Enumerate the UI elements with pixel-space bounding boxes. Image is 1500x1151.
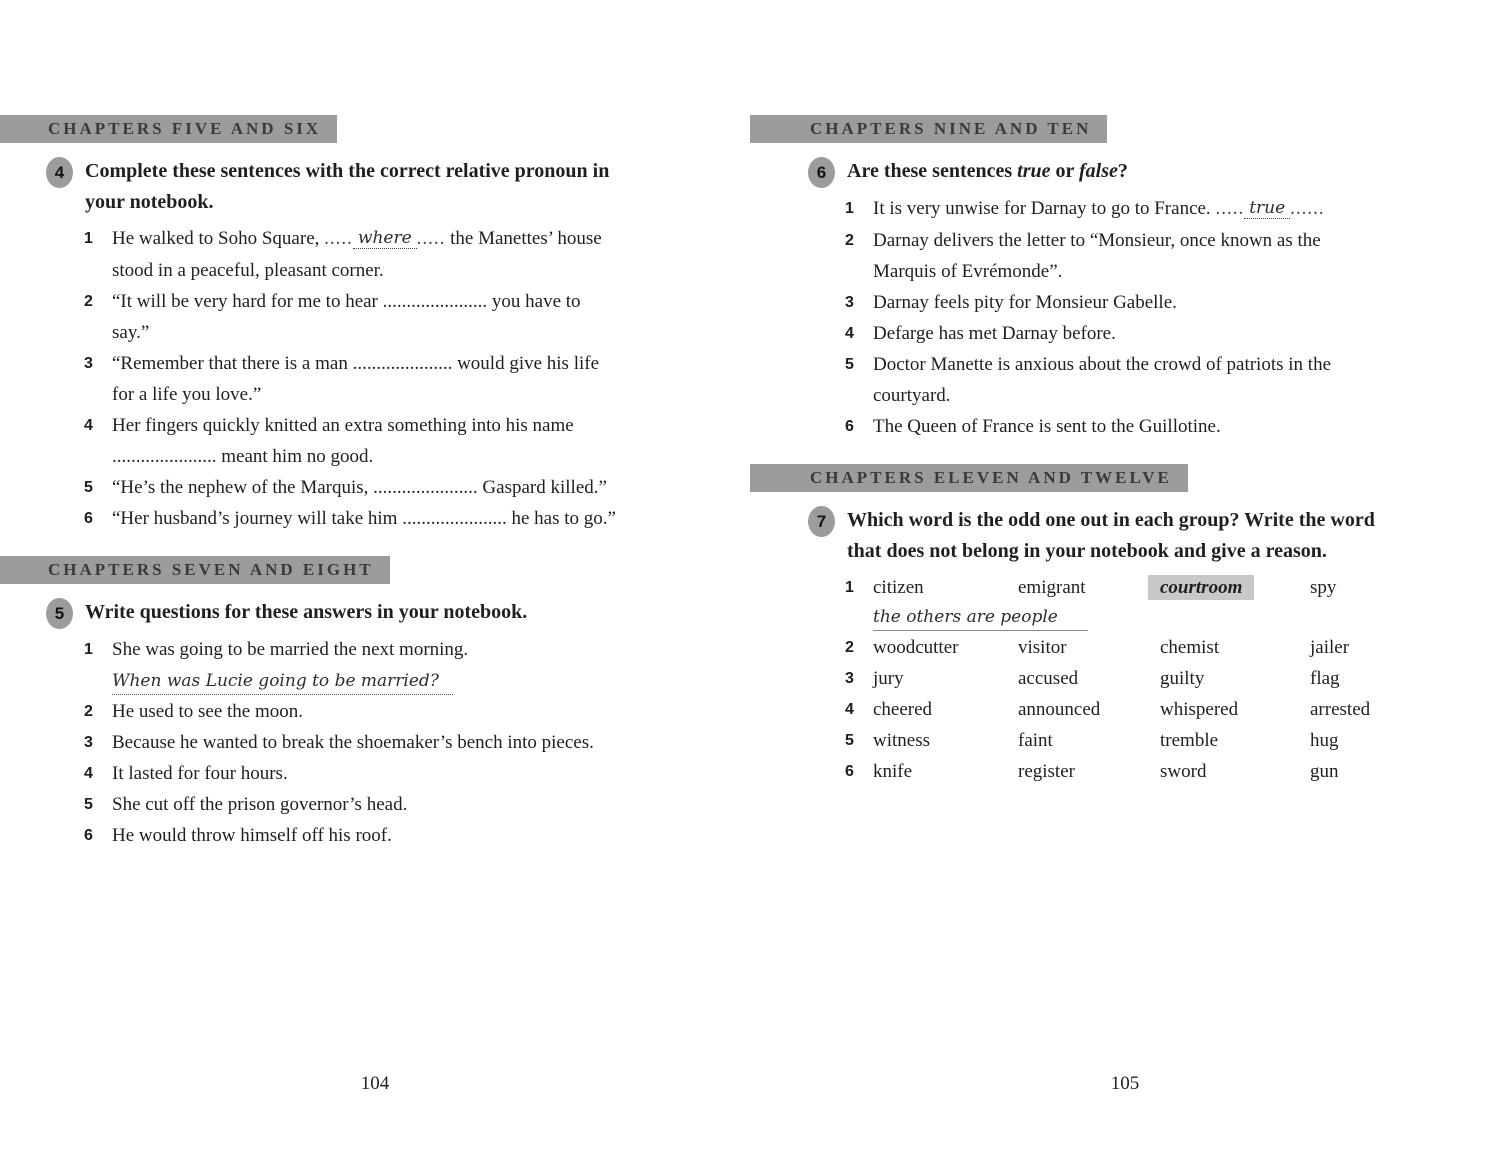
word: guilty (1160, 668, 1205, 689)
word: witness (873, 730, 930, 751)
word-row (845, 725, 1378, 756)
section-header-row (750, 464, 1500, 492)
item-text: Darnay feels pity for Monsieur Gabelle. (873, 292, 1177, 313)
highlighted-word: courtroom (1148, 575, 1254, 600)
list-item (845, 287, 1378, 318)
section-header-row (0, 115, 750, 143)
word: cheered (873, 699, 933, 720)
word-row (845, 663, 1378, 694)
exercise-instruction: Write questions for these answers in your notebook. (85, 601, 528, 623)
handwritten-answer-row (873, 603, 1378, 632)
item-number: 3 (845, 294, 854, 311)
exercise-number-badge: 6 (808, 157, 835, 188)
list-item (84, 696, 620, 727)
item-text: He used to see the moon. (112, 701, 304, 722)
list-item (84, 472, 620, 503)
item-number: 4 (84, 417, 93, 434)
item-number: 5 (845, 356, 854, 373)
exercise-header (0, 597, 750, 629)
item-number: 4 (845, 701, 854, 718)
item-number: 3 (84, 355, 93, 372)
list-item (84, 758, 620, 789)
section-header-row (750, 115, 1500, 143)
item-sentence: She was going to be married the next morning. (112, 639, 469, 660)
word: chemist (1160, 637, 1220, 658)
word-row (845, 572, 1378, 603)
word: spy (1310, 577, 1337, 598)
item-text: It lasted for four hours. (112, 763, 288, 784)
word: hug (1310, 730, 1339, 751)
exercise-header (0, 156, 750, 218)
exercise-header (750, 505, 1500, 567)
word-row (845, 694, 1378, 725)
item-text: Her fingers quickly knitted an extra something into his name ...................... meant him no good. (112, 415, 574, 467)
list-item (84, 820, 620, 851)
word: flag (1310, 668, 1340, 689)
list-item (84, 223, 620, 286)
list-item (845, 193, 1378, 225)
exercise-number-badge: 7 (808, 506, 835, 537)
item-text: He walked to Soho Square, ..... where ..... the Manettes’ house stood in a peaceful, pleasant corner. (112, 228, 602, 281)
item-text: The Queen of France is sent to the Guillotine. (873, 416, 1221, 437)
item-text: “Her husband’s journey will take him ...................... he has to go.” (112, 508, 616, 529)
list-item (845, 411, 1378, 442)
exercise-header (750, 156, 1500, 188)
item-number: 4 (845, 325, 854, 342)
item-number: 2 (84, 293, 93, 310)
item-number: 4 (84, 765, 93, 782)
section-header: CHAPTERS NINE AND TEN (750, 115, 1107, 143)
item-number: 6 (845, 418, 854, 435)
item-text: She cut off the prison governor’s head. (112, 794, 408, 815)
handwritten-answer: When was Lucie going to be married? (112, 668, 453, 695)
item-number: 3 (845, 670, 854, 687)
item-number: 1 (84, 230, 93, 247)
word-grid (750, 572, 1378, 787)
item-text: He would throw himself off his roof. (112, 825, 392, 846)
section-chapters-seven-eight (0, 556, 750, 851)
word: register (1018, 761, 1075, 782)
item-text (112, 634, 468, 696)
word: citizen (873, 577, 924, 598)
item-number: 5 (845, 732, 854, 749)
word: whispered (1160, 699, 1239, 720)
exercise-instruction: Which word is the odd one out in each group? Write the word that does not belong in your notebook and give a reason. (847, 509, 1375, 562)
list-item (845, 349, 1378, 411)
section-header: CHAPTERS SEVEN AND EIGHT (0, 556, 390, 584)
list-item (84, 727, 620, 758)
list-item (845, 225, 1378, 287)
word: jury (873, 668, 904, 689)
item-number: 2 (845, 639, 854, 656)
section-header: CHAPTERS ELEVEN AND TWELVE (750, 464, 1188, 492)
item-number: 6 (845, 763, 854, 780)
exercise-items (750, 193, 1378, 442)
word: arrested (1310, 699, 1371, 720)
list-item (84, 348, 620, 410)
item-text: “He’s the nephew of the Marquis, ...................... Gaspard killed.” (112, 477, 607, 498)
word (1160, 572, 1310, 603)
word: sword (1160, 761, 1207, 782)
section-header: CHAPTERS FIVE AND SIX (0, 115, 337, 143)
exercise-items (0, 634, 620, 851)
word: announced (1018, 699, 1101, 720)
item-number: 6 (84, 510, 93, 527)
page-number: 105 (1110, 1073, 1140, 1094)
exercise-instruction: Complete these sentences with the correct relative pronoun in your notebook. (85, 160, 610, 213)
exercise-number-badge: 5 (46, 598, 73, 629)
section-chapters-five-six (0, 115, 750, 534)
item-text: Defarge has met Darnay before. (873, 323, 1116, 344)
item-number: 3 (84, 734, 93, 751)
item-number: 1 (845, 579, 854, 596)
item-text: Because he wanted to break the shoemaker’s bench into pieces. (112, 732, 594, 753)
list-item (84, 286, 620, 348)
section-chapters-nine-ten (750, 115, 1500, 442)
item-number: 2 (84, 703, 93, 720)
item-number: 5 (84, 796, 93, 813)
word: tremble (1160, 730, 1219, 751)
list-item (84, 410, 620, 472)
item-text: “It will be very hard for me to hear ...................... you have to say.” (112, 291, 581, 343)
word: knife (873, 761, 913, 782)
item-text: “Remember that there is a man ..................... would give his life for a life you love.” (112, 353, 600, 405)
list-item (845, 318, 1378, 349)
exercise-instruction: Are these sentences true or false? (847, 160, 1128, 182)
word: gun (1310, 761, 1339, 782)
page-right (750, 0, 1500, 1151)
item-number: 1 (84, 641, 93, 658)
word: faint (1018, 730, 1053, 751)
list-item (84, 503, 620, 534)
page-number: 104 (360, 1073, 390, 1094)
exercise-number-badge: 4 (46, 157, 73, 188)
handwritten-answer-row (112, 665, 468, 696)
list-item (84, 789, 620, 820)
word: emigrant (1018, 577, 1086, 598)
item-text: It is very unwise for Darnay to go to France. ..... true ...... (873, 198, 1325, 219)
section-header-row (0, 556, 750, 584)
exercise-items (0, 223, 620, 534)
item-number: 5 (84, 479, 93, 496)
item-text: Doctor Manette is anxious about the crowd of patriots in the courtyard. (873, 354, 1332, 406)
word-row (845, 632, 1378, 663)
section-chapters-eleven-twelve (750, 464, 1500, 787)
word: visitor (1018, 637, 1067, 658)
item-number: 2 (845, 232, 854, 249)
handwritten-answer: the others are people (873, 604, 1088, 631)
list-item (84, 634, 620, 696)
word: jailer (1310, 637, 1350, 658)
word: woodcutter (873, 637, 959, 658)
item-text: Darnay delivers the letter to “Monsieur, once known as the Marquis of Evrémonde”. (873, 230, 1321, 282)
word-row (845, 756, 1378, 787)
item-number: 6 (84, 827, 93, 844)
word: accused (1018, 668, 1079, 689)
item-number: 1 (845, 200, 854, 217)
